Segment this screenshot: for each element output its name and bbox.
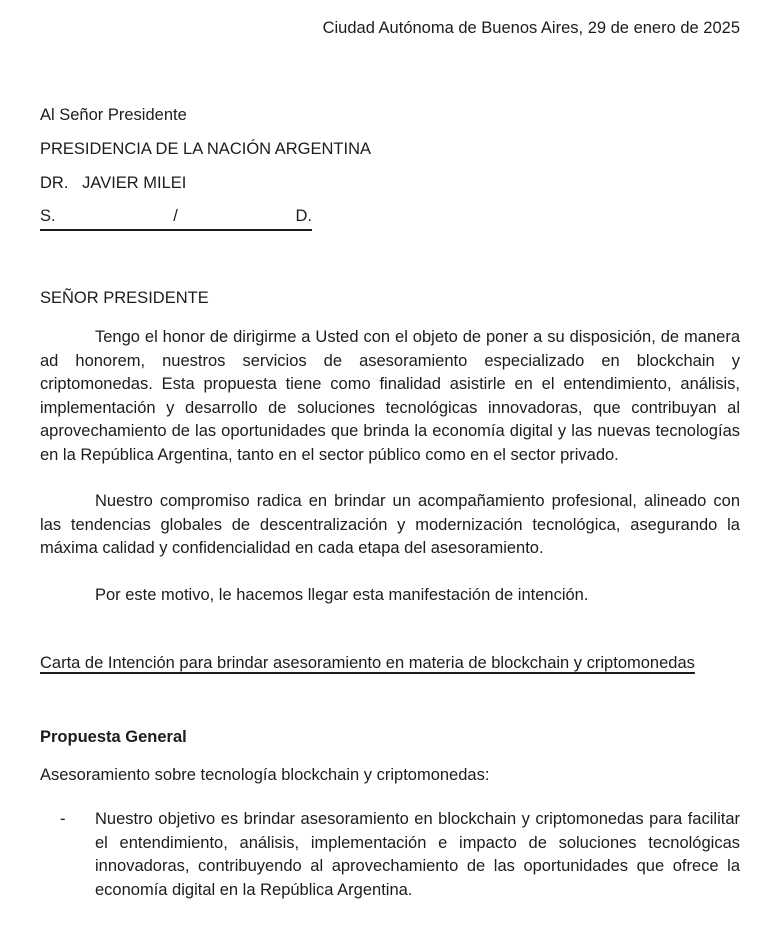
heading-propuesta-general: Propuesta General	[40, 728, 187, 746]
subsection-intro: Asesoramiento sobre tecnología blockchain y criptomonedas:	[40, 766, 490, 784]
letter-dateline: Ciudad Autónoma de Buenos Aires, 29 de enero de 2025	[322, 19, 740, 37]
recipient-address-block	[40, 103, 740, 231]
paragraph-introduction: Tengo el honor de dirigirme a Usted con el objeto de poner a su disposición, de manera ad honorem, nuestros servicios de asesoramiento especializado en blockchain y criptomonedas. Esta propuesta tiene como finalidad asistirle en el entendimiento, análisis, implementación y desarrollo de soluciones tecnológicas innovadoras, que contribuyan al aprovechamiento de las oportunidades que brinda la economía digital y las nuevas tecnologías en la República Argentina, tanto en el sector público como en el sector privado.	[40, 328, 740, 464]
salutation: SEÑOR PRESIDENTE	[40, 289, 209, 307]
section-title-carta-de-intencion: Carta de Intención para brindar asesoramiento en materia de blockchain y criptomonedas	[40, 654, 695, 672]
bullet-dash-marker: -	[60, 810, 66, 828]
sd-slash: /	[173, 207, 178, 225]
sd-right: D.	[295, 207, 312, 225]
list-item-text: Nuestro objetivo es brindar asesoramiento en blockchain y criptomonedas para facilitar el entendimiento, análisis, implementación e impacto de soluciones tecnológicas innovadoras, contribuyendo al aprovechamiento de las oportunidades que ofrece la economía digital en la República Argentina.	[95, 810, 740, 899]
sd-left: S.	[40, 207, 56, 225]
recipient-line-1: Al Señor Presidente	[40, 106, 187, 124]
sd-formal-line	[40, 205, 312, 231]
bullet-list	[40, 808, 740, 902]
recipient-line-3: DR. JAVIER MILEI	[40, 174, 187, 192]
paragraph-motive: Por este motivo, le hacemos llegar esta manifestación de intención.	[95, 585, 589, 604]
list-item	[40, 808, 740, 902]
paragraph-commitment: Nuestro compromiso radica en brindar un acompañamiento profesional, alineado con las tendencias globales de descentralización y modernización tecnológica, asegurando la máxima calidad y confidencialidad en cada etapa del asesoramiento.	[40, 492, 740, 557]
recipient-line-2: PRESIDENCIA DE LA NACIÓN ARGENTINA	[40, 140, 371, 158]
